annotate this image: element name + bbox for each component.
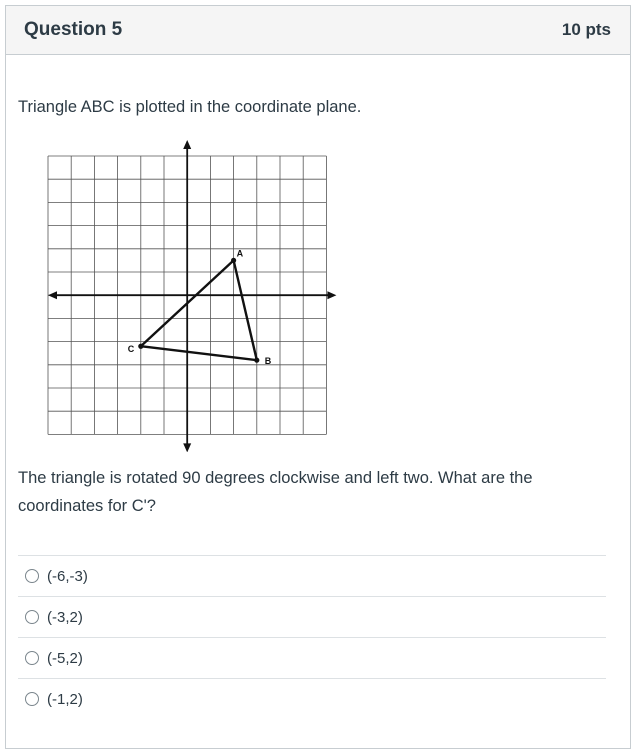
answer-option[interactable] bbox=[18, 637, 606, 678]
question-followup: The triangle is rotated 90 degrees clockwise and left two. What are the coordinates for C'? bbox=[18, 469, 533, 515]
vertex-a bbox=[231, 258, 236, 263]
answer-option[interactable] bbox=[18, 596, 606, 637]
vertex-b bbox=[254, 358, 259, 363]
triangle-edges bbox=[141, 260, 257, 360]
answer-label: (-6,-3) bbox=[47, 567, 88, 585]
radio-button[interactable] bbox=[25, 610, 39, 624]
question-points: 10 pts bbox=[561, 20, 611, 39]
coordinate-plane bbox=[38, 132, 338, 452]
answer-label: (-1,2) bbox=[47, 690, 83, 708]
vertex-c bbox=[138, 344, 143, 349]
answer-option[interactable] bbox=[18, 678, 606, 719]
answer-label: (-3,2) bbox=[47, 608, 83, 626]
axes bbox=[48, 140, 336, 452]
question-header bbox=[6, 6, 630, 55]
x-axis-arrow-right bbox=[327, 291, 336, 299]
answer-label: (-5,2) bbox=[47, 649, 83, 667]
radio-button[interactable] bbox=[25, 651, 39, 665]
vertex-label-a: A bbox=[236, 248, 244, 259]
radio-button[interactable] bbox=[25, 692, 39, 706]
y-axis-arrow-up bbox=[183, 140, 191, 149]
answer-list bbox=[18, 555, 606, 719]
vertex-label-b: B bbox=[264, 356, 272, 367]
x-axis-arrow-left bbox=[48, 291, 57, 299]
question-prompt: Triangle ABC is plotted in the coordinate plane. bbox=[18, 98, 362, 116]
vertex-label-c: C bbox=[127, 344, 135, 355]
triangle-abc bbox=[128, 248, 272, 366]
answer-option[interactable] bbox=[18, 555, 606, 596]
question-title: Question 5 bbox=[24, 19, 123, 40]
radio-button[interactable] bbox=[25, 569, 39, 583]
y-axis-arrow-down bbox=[183, 443, 191, 452]
